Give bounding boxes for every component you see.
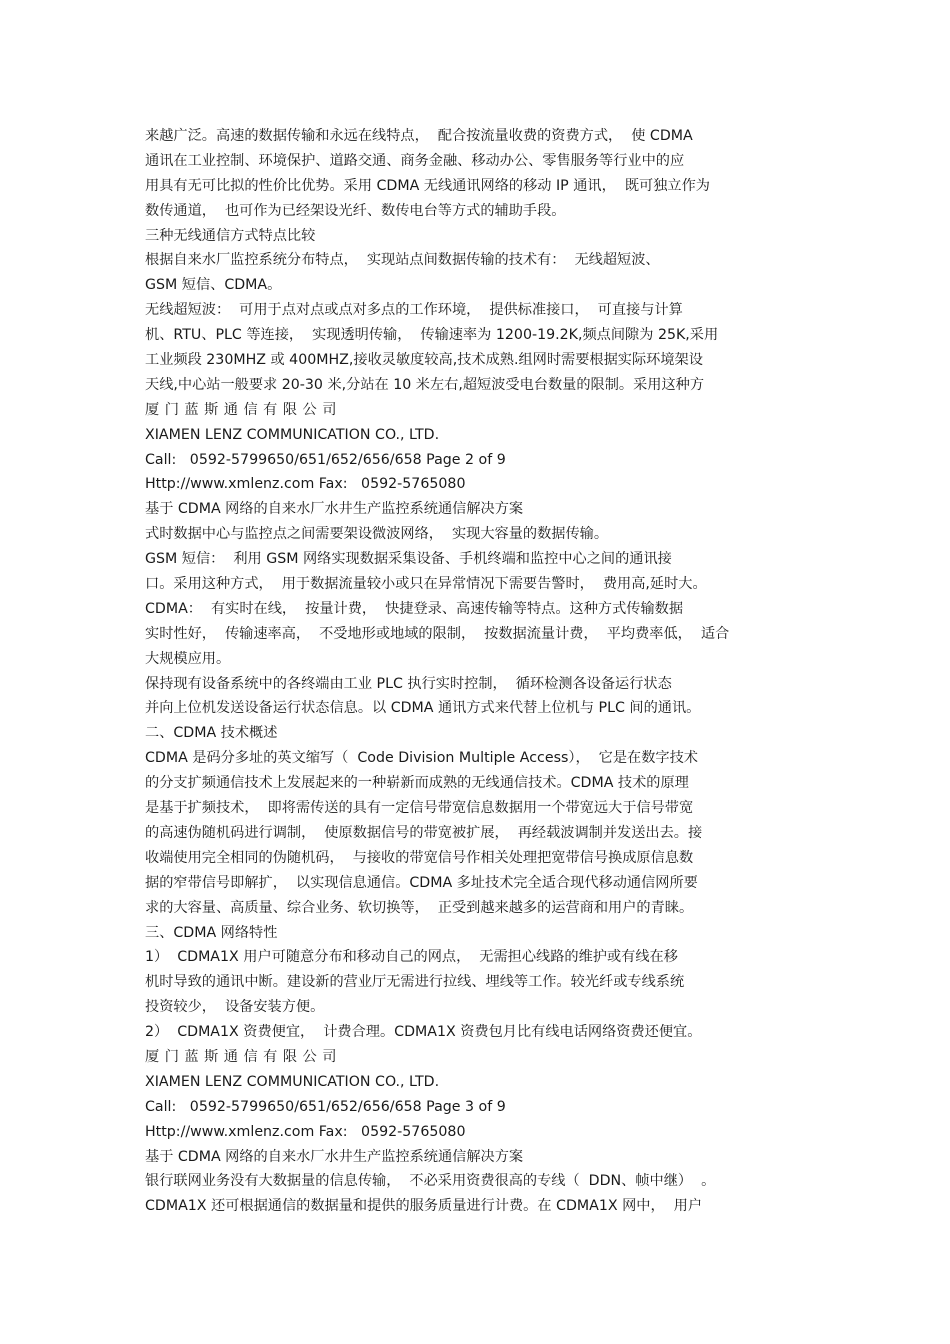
- text-line: 根据自来水厂监控系统分布特点， 实现站点间数据传输的技术有： 无线超短波、: [145, 252, 660, 269]
- contact-call: Call: 0592-5799650/651/652/656/658 Page 2 of 9: [145, 451, 506, 468]
- section-heading: 三、CDMA 网络特性: [145, 924, 278, 941]
- text-line: 机时导致的通讯中断。建设新的营业厅无需进行拉线、埋线等工作。较光纤或专线系统: [145, 974, 685, 991]
- text-line: 1） CDMA1X 用户可随意分布和移动自己的网点， 无需担心线路的维护或有线在移: [145, 949, 678, 966]
- text-line: 用具有无可比拟的性价比优势。采用 CDMA 无线通讯网络的移动 IP 通讯， 既可独立作为: [145, 177, 710, 194]
- text-line: 的高速伪随机码进行调制， 使原数据信号的带宽被扩展， 再经载波调制并发送出去。接: [145, 824, 703, 841]
- text-line: 天线,中心站一般要求 20-30 米,分站在 10 米左右,超短波受电台数量的限制。采用这种方: [145, 376, 705, 393]
- company-name-en: XIAMEN LENZ COMMUNICATION CO., LTD.: [145, 426, 440, 443]
- company-name-en: XIAMEN LENZ COMMUNICATION CO., LTD.: [145, 1073, 440, 1090]
- text-line: 保持现有设备系统中的各终端由工业 PLC 执行实时控制， 循环检测各设备运行状态: [145, 675, 672, 692]
- text-line: 口。采用这种方式， 用于数据流量较小或只在异常情况下需要告警时， 费用高,延时大。: [145, 576, 707, 593]
- text-line: 数传通道， 也可作为已经架设光纤、数传电台等方式的辅助手段。: [145, 202, 566, 219]
- text-line: 来越广泛。高速的数据传输和永远在线特点， 配合按流量收费的资费方式， 使 CDMA: [145, 128, 693, 144]
- text-line: 机、RTU、PLC 等连接， 实现透明传输， 传输速率为 1200-19.2K,频点间隙为 25K,采用: [145, 327, 719, 344]
- text-line: 是基于扩频技术， 即将需传送的具有一定信号带宽信息数据用一个带宽远大于信号带宽: [145, 800, 694, 817]
- text-line: GSM 短信： 利用 GSM 网络实现数据采集设备、手机终端和监控中心之间的通讯接: [145, 551, 672, 568]
- document-title: 基于 CDMA 网络的自来水厂水井生产监控系统通信解决方案: [145, 1148, 524, 1165]
- text-line: 投资较少， 设备安装方便。: [145, 999, 325, 1016]
- text-line: 通讯在工业控制、环境保护、道路交通、商务金融、移动办公、零售服务等行业中的应: [145, 152, 685, 169]
- text-line: 2） CDMA1X 资费便宜， 计费合理。CDMA1X 资费包月比有线电话网络资费还便宜。: [145, 1024, 702, 1041]
- section-heading: 二、CDMA 技术概述: [145, 725, 278, 742]
- text-line: 据的窄带信号即解扩， 以实现信息通信。CDMA 多址技术完全适合现代移动通信网所要: [145, 874, 698, 891]
- text-line: 工业频段 230MHZ 或 400MHZ,接收灵敏度较高,技术成熟.组网时需要根据实际环境架设: [145, 352, 703, 369]
- section-heading: 三种无线通信方式特点比较: [145, 227, 316, 244]
- contact-web-fax: Http://www.xmlenz.com Fax: 0592-5765080: [145, 476, 466, 493]
- company-name-cn: 厦门蓝斯通信有限公司: [145, 401, 342, 418]
- text-line: CDMA： 有实时在线， 按量计费， 快捷登录、高速传输等特点。这种方式传输数据: [145, 600, 684, 617]
- text-line: 大规模应用。: [145, 650, 231, 667]
- text-line: 求的大容量、高质量、综合业务、软切换等， 正受到越来越多的运营商和用户的青睐。: [145, 899, 694, 916]
- contact-call: Call: 0592-5799650/651/652/656/658 Page 3 of 9: [145, 1098, 506, 1115]
- text-line: CDMA 是码分多址的英文缩写（ Code Division Multiple Access）， 它是在数字技术: [145, 750, 698, 767]
- document-body: [145, 124, 785, 1219]
- text-line: 式时数据中心与监控点之间需要架设微波网络， 实现大容量的数据传输。: [145, 526, 609, 543]
- text-line: 实时性好， 传输速率高， 不受地形或地域的限制， 按数据流量计费， 平均费率低， 适合: [145, 625, 730, 642]
- text-line: 并向上位机发送设备运行状态信息。以 CDMA 通讯方式来代替上位机与 PLC 间的通讯。: [145, 700, 701, 717]
- text-line: CDMA1X 还可根据通信的数据量和提供的服务质量进行计费。在 CDMA1X 网中， 用户: [145, 1198, 703, 1215]
- text-line: 收端使用完全相同的伪随机码， 与接收的带宽信号作相关处理把宽带信号换成原信息数: [145, 849, 694, 866]
- document-title: 基于 CDMA 网络的自来水厂水井生产监控系统通信解决方案: [145, 501, 524, 518]
- text-line: 的分支扩频通信技术上发展起来的一种崭新而成熟的无线通信技术。CDMA 技术的原理: [145, 775, 689, 792]
- contact-web-fax: Http://www.xmlenz.com Fax: 0592-5765080: [145, 1123, 466, 1140]
- text-line: GSM 短信、CDMA。: [145, 277, 282, 294]
- company-name-cn: 厦门蓝斯通信有限公司: [145, 1048, 342, 1065]
- text-line: 无线超短波： 可用于点对点或点对多点的工作环境， 提供标准接口， 可直接与计算: [145, 302, 683, 319]
- text-line: 银行联网业务没有大数据量的信息传输， 不必采用资费很高的专线（ DDN、帧中继） 。: [145, 1173, 716, 1190]
